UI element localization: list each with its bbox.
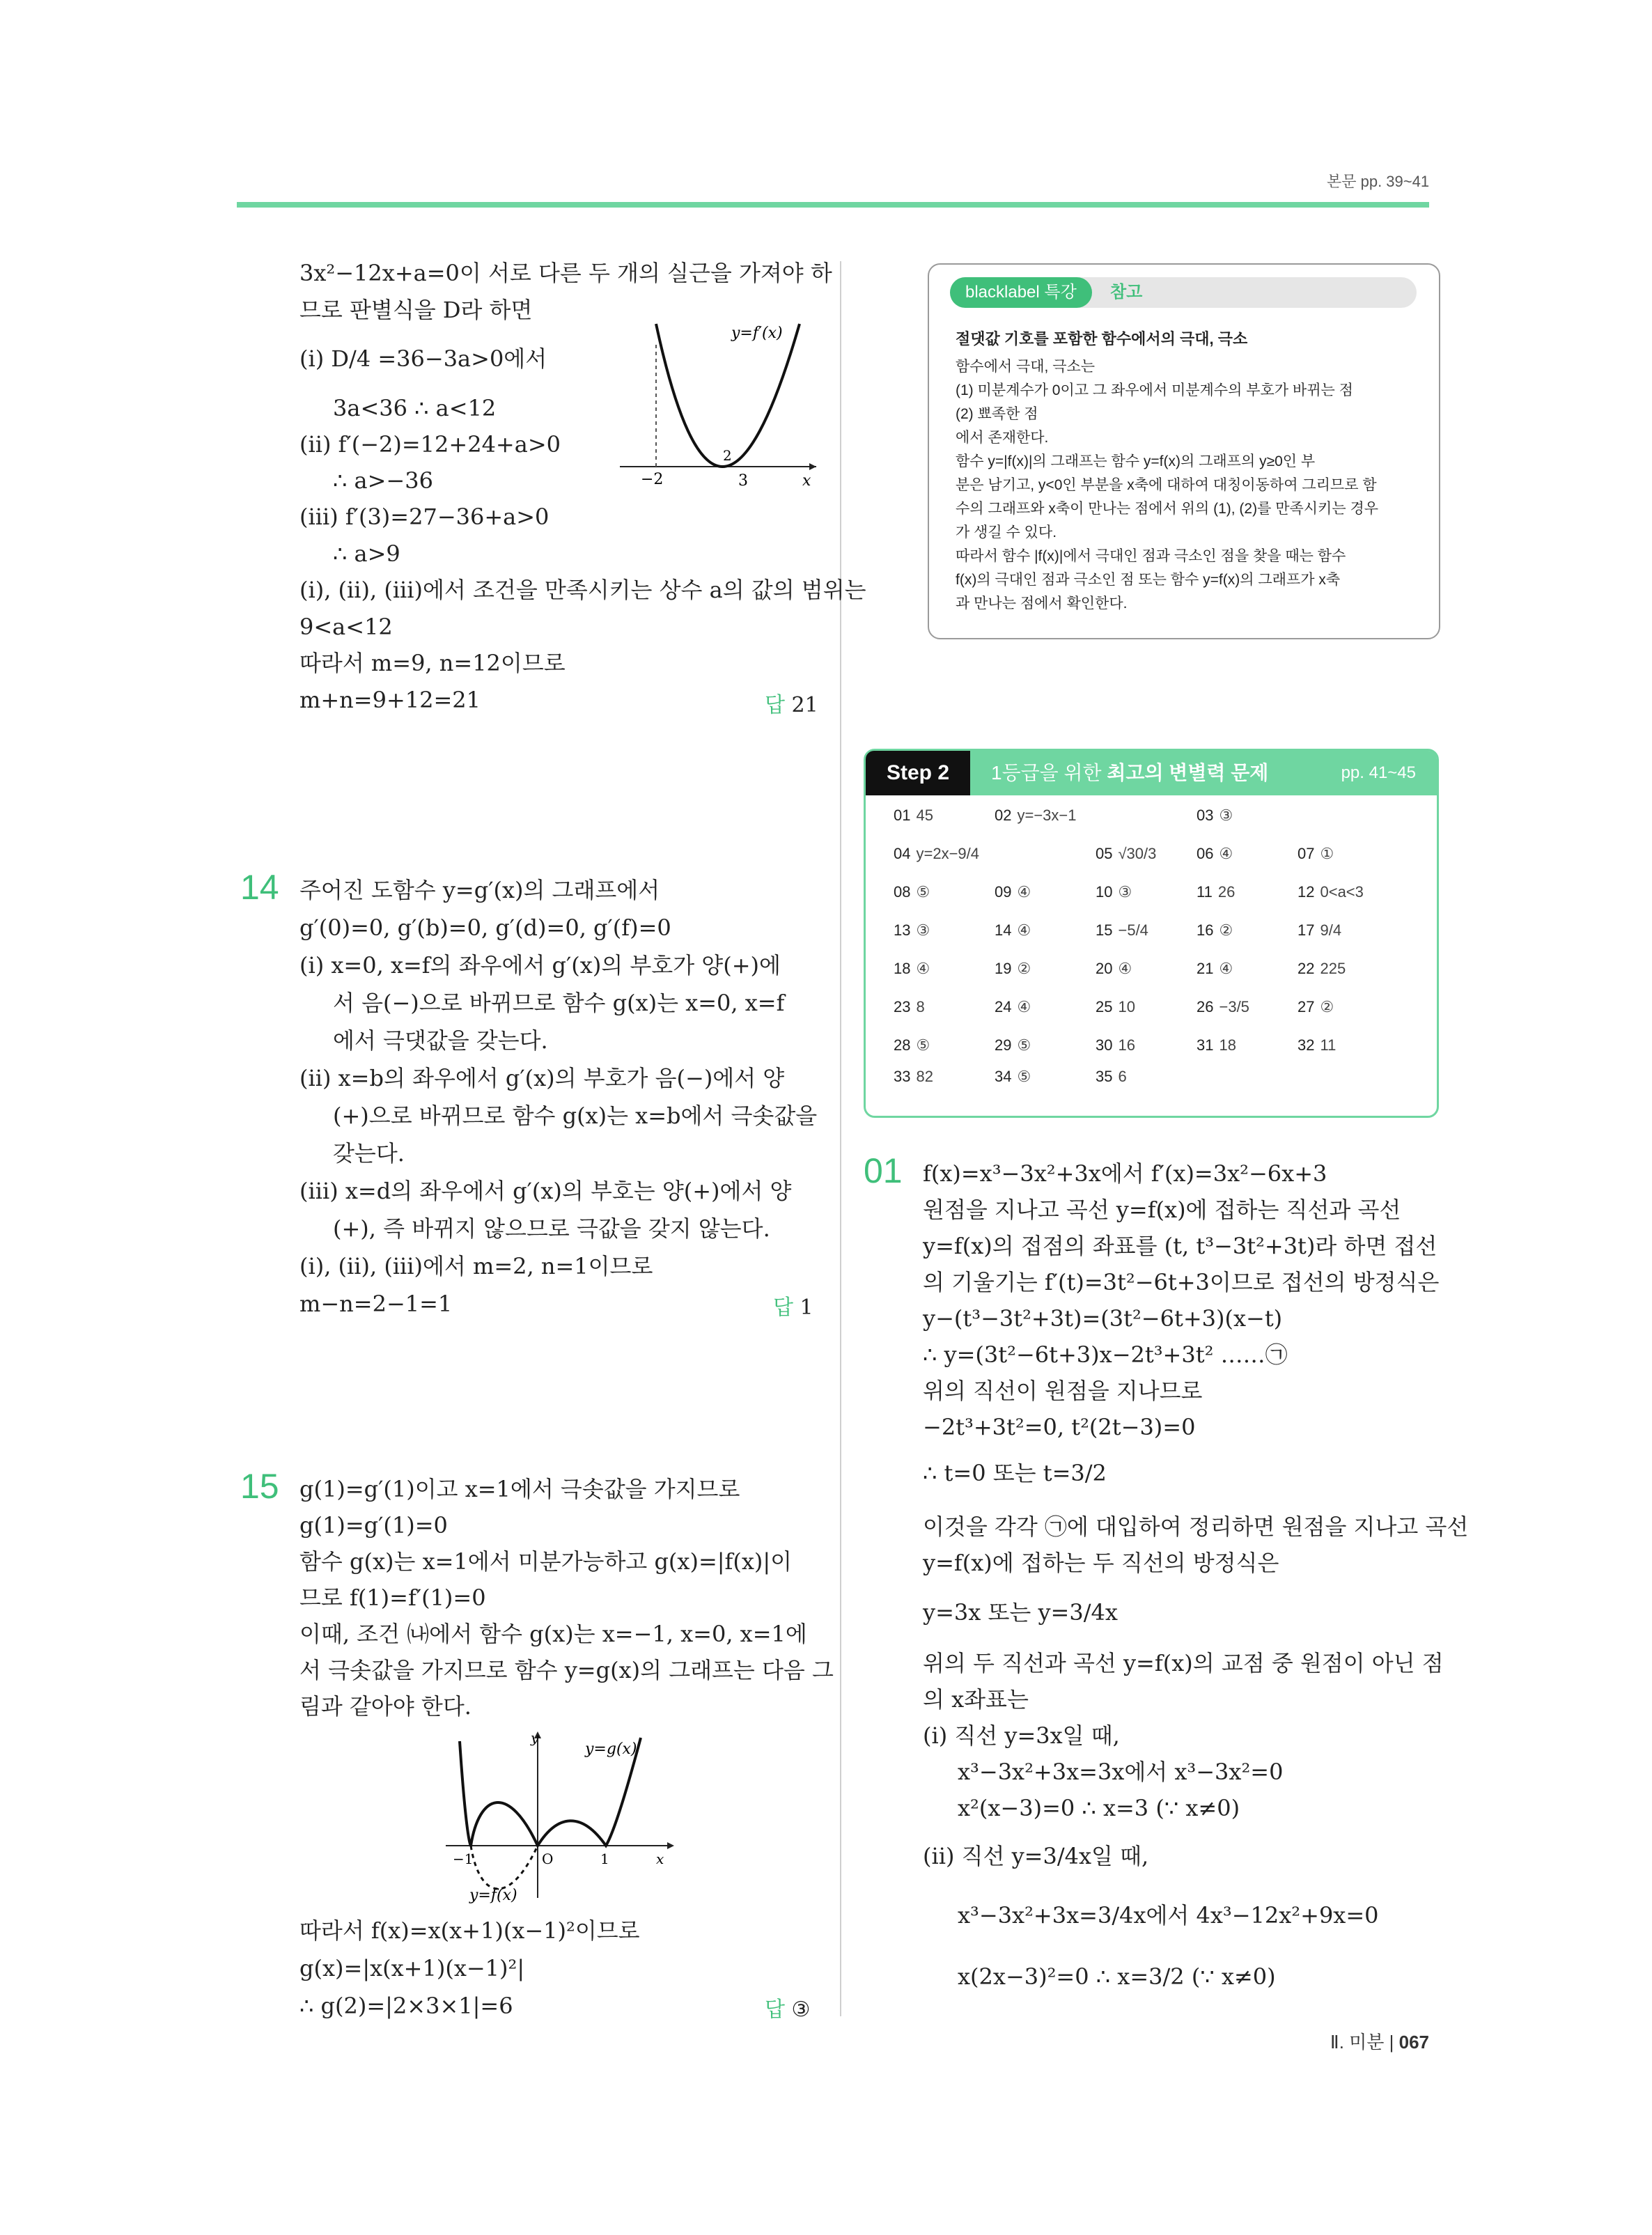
text-line: 함수 g(x)는 x=1에서 미분가능하고 g(x)=|f(x)|이 (299, 1548, 793, 1575)
answer-cell-value: ⑤ (1017, 1036, 1031, 1054)
answer-cell-number: 29 (995, 1036, 1012, 1054)
text-line: x(2x−3)²=0 ∴ x=3/2 (∵ x≠0) (958, 1963, 1276, 1990)
answer-cell (995, 883, 1031, 901)
answer-cell-value: 225 (1320, 960, 1346, 977)
axis-label: y (531, 1729, 539, 1746)
answer-cell-value: ④ (1017, 998, 1031, 1015)
answer-cell (1197, 921, 1233, 940)
reference-body (956, 355, 1415, 616)
text-line: ∴ a>−36 (333, 467, 433, 494)
answer-cell-number: 17 (1298, 921, 1315, 939)
step2-header (866, 751, 1437, 795)
curve-label: y=g(x) (585, 1741, 637, 1758)
header-rule (237, 202, 1429, 208)
answer-cell-value: ④ (1219, 960, 1233, 977)
answer-cell-value: 11 (1320, 1036, 1337, 1054)
text-line: y−(t³−3t²+3t)=(3t²−6t+3)(x−t) (923, 1305, 1283, 1332)
answer-cell-value: 0<a<3 (1320, 883, 1364, 901)
answer-cell (995, 1036, 1031, 1054)
answer-cell (1197, 998, 1249, 1016)
text-line: g′(0)=0, g′(b)=0, g′(d)=0, g′(f)=0 (299, 914, 671, 941)
text-line: m−n=2−1=1 (299, 1291, 453, 1317)
tick-label: −1 (453, 1851, 474, 1867)
answer-cell-number: 14 (995, 921, 1012, 939)
answer-cell (1096, 921, 1148, 940)
answer-cell-number: 03 (1197, 807, 1214, 824)
answer-cell (1096, 1068, 1127, 1086)
answer-cell-number: 30 (1096, 1036, 1113, 1054)
answer-cell-number: 18 (894, 960, 911, 977)
answer-cell-number: 16 (1197, 921, 1214, 939)
answer-cell (1197, 807, 1233, 825)
text-line: (iii) x=d의 좌우에서 g′(x)의 부호는 양(+)에서 양 (299, 1178, 792, 1204)
answer-cell-value: 82 (916, 1068, 933, 1085)
text-line: (iii) f′(3)=27−36+a>0 (299, 504, 550, 530)
text-line: g(x)=|x(x+1)(x−1)²| (299, 1955, 525, 1981)
function-graph (432, 1727, 683, 1908)
curve-label: y=f′(x) (731, 325, 783, 342)
answer-cell (894, 1036, 930, 1054)
answer-cell-value: ② (1320, 998, 1334, 1015)
answer-cell-value: −3/5 (1219, 998, 1249, 1015)
question-number: 15 (240, 1467, 279, 1506)
step2-answer-box (864, 749, 1439, 1118)
answer-cell-value: 26 (1217, 883, 1236, 901)
text-line: 이것을 각각 ㉠에 대입하여 정리하면 원점을 지나고 곡선 (923, 1513, 1469, 1540)
answer-cell (1298, 845, 1334, 863)
text-line: ∴ t=0 또는 t=3/2 (923, 1460, 1107, 1486)
text-line: (i) 직선 y=3x일 때, (923, 1722, 1120, 1749)
question-number: 14 (240, 868, 279, 907)
reference-line: 따라서 함수 |f(x)|에서 극대인 점과 극소인 점을 찾을 때는 함수 (956, 548, 1346, 564)
answer-cell-value: −5/4 (1118, 921, 1148, 939)
answer-cell-value: ⑤ (916, 1036, 930, 1054)
answer-cell-value: 6 (1118, 1068, 1127, 1085)
answer-cell (1096, 998, 1135, 1016)
text-line: x³−3x²+3x=3x에서 x³−3x²=0 (958, 1759, 1284, 1785)
answer-cell-number: 12 (1298, 883, 1315, 901)
answer-cell-value: ② (1219, 921, 1233, 939)
answer-cell-number: 31 (1197, 1036, 1214, 1054)
text-line: (i) x=0, x=f의 좌우에서 g′(x)의 부호가 양(+)에 (299, 952, 781, 979)
answer-label: 답 (765, 1998, 785, 2021)
answer-cell (995, 921, 1031, 940)
answer-cell-value: 16 (1118, 1036, 1135, 1054)
answer-cell (894, 960, 930, 978)
answer-cell-value: 18 (1219, 1036, 1236, 1054)
reference-line: 에서 존재한다. (956, 430, 1049, 446)
answer-cell (995, 960, 1031, 978)
page-reference: 본문 pp. 39~41 (1327, 173, 1430, 190)
text-line: (+), 즉 바뀌지 않으므로 극값을 갖지 않는다. (333, 1215, 770, 1242)
reference-line: 수의 그래프와 x축이 만나는 점에서 위의 (1), (2)를 만족시키는 경우 (956, 501, 1379, 517)
answer-cell-value: 9/4 (1320, 921, 1342, 939)
text-line: 3x²−12x+a=0이 서로 다른 두 개의 실근을 가져야 하 (299, 260, 832, 286)
answer-cell-number: 10 (1096, 883, 1113, 901)
text-line: 의 x좌표는 (923, 1686, 1029, 1713)
tick-label: 3 (738, 472, 748, 490)
answer-label: 답 (765, 694, 785, 717)
text-line: f(x)=x³−3x²+3x에서 f′(x)=3x²−6x+3 (923, 1160, 1327, 1187)
answer-cell-value: ④ (1118, 960, 1132, 977)
reference-header (950, 277, 1417, 308)
answer-cell-number: 06 (1197, 845, 1214, 862)
answer-value: ③ (791, 1998, 811, 2022)
answer-cell (1096, 1036, 1135, 1054)
reference-line: (1) 미분계수가 0이고 그 좌우에서 미분계수의 부호가 바뀌는 점 (956, 382, 1353, 398)
answer-cell-value: ④ (1017, 921, 1031, 939)
answer-cell-number: 23 (894, 998, 911, 1015)
answer-cell (1096, 845, 1156, 863)
answer-cell-value: ⑤ (916, 883, 930, 901)
reference-line: 과 만나는 점에서 확인한다. (956, 595, 1128, 612)
text-line: 따라서 f(x)=x(x+1)(x−1)²이므로 (299, 1917, 640, 1944)
answer-cell (894, 845, 979, 863)
text-line: y=3x 또는 y=3/4x (923, 1599, 1118, 1626)
answer-cell-number: 26 (1197, 998, 1214, 1015)
answer-cell (995, 998, 1031, 1016)
answer-cell (1197, 845, 1233, 863)
origin-label: O (542, 1851, 554, 1867)
text-line: ∴ a>9 (333, 540, 400, 567)
step2-pages: pp. 41~45 (1341, 763, 1416, 782)
answer-cell-number: 11 (1197, 883, 1213, 901)
answer-cell (894, 998, 925, 1016)
tick-label: −2 (641, 471, 664, 488)
point-label: 2 (723, 447, 732, 464)
answer-cell (894, 1068, 933, 1086)
text-line: 므로 판별식을 D라 하면 (299, 297, 533, 323)
answer-cell (1197, 960, 1233, 978)
derivative-graph (613, 317, 822, 491)
answer-cell-number: 13 (894, 921, 911, 939)
question-number: 01 (864, 1151, 903, 1190)
answer-cell-value: ⑤ (1017, 1068, 1031, 1085)
answer-cell (894, 807, 933, 825)
answer-cell (1197, 883, 1235, 901)
answer-cell (1298, 998, 1334, 1016)
text-line: 원점을 지나고 곡선 y=f(x)에 접하는 직선과 곡선 (923, 1197, 1401, 1223)
answer (765, 687, 818, 718)
text-line: 서 음(−)으로 바뀌므로 함수 g(x)는 x=0, x=f (333, 990, 785, 1016)
answer-cell (1298, 883, 1364, 901)
text-line: (+)으로 바뀌므로 함수 g(x)는 x=b에서 극솟값을 (333, 1103, 818, 1129)
text-line: ∴ g(2)=|2×3×1|=6 (299, 1993, 513, 2019)
text-line: 위의 직선이 원점을 지나므로 (923, 1378, 1203, 1404)
answer-cell-number: 22 (1298, 960, 1315, 977)
page-footer (1330, 2028, 1429, 2054)
answer-cell (1096, 960, 1132, 978)
text-line: 서 극솟값을 가지므로 함수 y=g(x)의 그래프는 다음 그 (299, 1657, 834, 1683)
text-line: (ii) f′(−2)=12+24+a>0 (299, 431, 561, 458)
answer-cell (1197, 1036, 1236, 1054)
answer (765, 1992, 810, 2023)
answer-cell (894, 883, 930, 901)
text-line: y=f(x)에 접하는 두 직선의 방정식은 (923, 1550, 1279, 1576)
reference-tag: 참고 (1110, 283, 1143, 302)
answer-cell-number: 20 (1096, 960, 1113, 977)
page-number: 067 (1398, 2032, 1429, 2053)
text-line: (i), (ii), (iii)에서 조건을 만족시키는 상수 a의 값의 범위는 (299, 577, 866, 603)
text-line: g(1)=g′(1)이고 x=1에서 극솟값을 가지므로 (299, 1476, 740, 1502)
answer-cell-value: ④ (916, 960, 930, 977)
answer-cell-number: 04 (894, 845, 911, 862)
column-divider (840, 261, 841, 2016)
reference-title: 절댓값 기호를 포함한 함수에서의 극대, 극소 (956, 330, 1248, 348)
answer-cell (1298, 960, 1346, 978)
answer-cell-value: ① (1320, 845, 1334, 862)
answer-cell-value: ④ (1219, 845, 1233, 862)
answer-cell-number: 24 (995, 998, 1012, 1015)
answer-cell-number: 32 (1298, 1036, 1315, 1054)
answer-cell-value: ③ (1219, 807, 1233, 824)
text-line: x³−3x²+3x=3/4x에서 4x³−12x²+9x=0 (958, 1902, 1379, 1929)
answer-cell-value: ④ (1017, 883, 1031, 901)
text-line: 에서 극댓값을 갖는다. (333, 1027, 548, 1054)
answer-cell-number: 07 (1298, 845, 1315, 862)
parabola-curve (656, 324, 800, 467)
footer-section: Ⅱ. 미분 (1330, 2032, 1385, 2053)
step2-title-bold: 최고의 변별력 문제 (1107, 762, 1269, 784)
answer-cell-number: 27 (1298, 998, 1315, 1015)
text-line: y=f(x)의 접점의 좌표를 (t, t³−3t²+3t)라 하면 접선 (923, 1233, 1437, 1259)
text-line: (ii) x=b의 좌우에서 g′(x)의 부호가 음(−)에서 양 (299, 1065, 785, 1091)
answer-value: 21 (791, 693, 818, 717)
answer-cell-number: 09 (995, 883, 1012, 901)
answer-cell (995, 1068, 1031, 1086)
x-axis-arrow (809, 463, 816, 470)
answer-cell-number: 25 (1096, 998, 1113, 1015)
answer-cell-number: 21 (1197, 960, 1214, 977)
text-line: 갖는다. (333, 1140, 405, 1167)
text-line: 주어진 도함수 y=g′(x)의 그래프에서 (299, 877, 660, 903)
text-line: 따라서 m=9, n=12이므로 (299, 650, 566, 676)
text-line: g(1)=g′(1)=0 (299, 1512, 448, 1539)
answer-cell (1298, 1036, 1336, 1054)
answer-cell (894, 921, 930, 940)
step2-title (991, 751, 1268, 795)
answer-cell-number: 08 (894, 883, 911, 901)
reference-line: f(x)의 극대인 점과 극소인 점 또는 함수 y=f(x)의 그래프가 x축 (956, 572, 1341, 588)
answer-cell-value: 10 (1118, 998, 1135, 1015)
answer-cell-value: ② (1017, 960, 1031, 977)
reference-line: 함수에서 극대, 극소는 (956, 359, 1096, 375)
answer-cell-number: 01 (894, 807, 911, 824)
reference-line: 가 생길 수 있다. (956, 524, 1057, 540)
answer-cell-value: y=−3x−1 (1017, 807, 1077, 824)
answer-cell (995, 807, 1077, 825)
footer-separator: | (1389, 2032, 1399, 2053)
answer-cell-value: y=2x−9/4 (916, 845, 979, 862)
text-line: 림과 같아야 한다. (299, 1693, 472, 1720)
answer (773, 1290, 813, 1321)
answer-cell-number: 28 (894, 1036, 911, 1054)
answer-cell (1096, 883, 1132, 901)
text-line: −2t³+3t²=0, t²(2t−3)=0 (923, 1414, 1196, 1440)
step2-tag: Step 2 (866, 751, 970, 795)
text-line: 9<a<12 (299, 614, 393, 640)
answer-cell (1298, 921, 1341, 940)
answer-cell-value: 45 (916, 807, 933, 824)
answer-cell-number: 33 (894, 1068, 911, 1085)
answer-cell-number: 34 (995, 1068, 1012, 1085)
reference-line: 함수 y=|f(x)|의 그래프는 함수 y=f(x)의 그래프의 y≥0인 부 (956, 453, 1316, 469)
step2-title-pre: 1등급을 위한 (991, 762, 1107, 784)
reference-box (928, 263, 1440, 639)
answer-cell-value: ③ (1118, 883, 1132, 901)
answer-cell-number: 15 (1096, 921, 1113, 939)
answer-label: 답 (773, 1296, 793, 1319)
x-axis-arrow (667, 1842, 674, 1849)
answer-cell-value: 8 (916, 998, 925, 1015)
text-line: 위의 두 직선과 곡선 y=f(x)의 교점 중 원점이 아닌 점 (923, 1650, 1444, 1676)
answer-cell-value: √30/3 (1118, 845, 1157, 862)
text-line: (i), (ii), (iii)에서 m=2, n=1이므로 (299, 1253, 653, 1279)
axis-label: x (802, 472, 811, 490)
axis-label: x (656, 1851, 664, 1867)
answer-cell-value: ③ (916, 921, 930, 939)
text-line: 이때, 조건 ㈏에서 함수 g(x)는 x=−1, x=0, x=1에 (299, 1621, 807, 1647)
text-line: 므로 f(1)=f′(1)=0 (299, 1584, 486, 1611)
curve-label: y=f(x) (469, 1887, 517, 1904)
answer-cell-number: 05 (1096, 845, 1113, 862)
reference-line: 분은 남기고, y<0인 부분을 x축에 대하여 대칭이동하여 그리므로 함 (956, 477, 1377, 493)
f-curve-dashed (471, 1846, 538, 1889)
text-line: (i) D/4 =36−3a>0에서 (299, 345, 547, 372)
reference-line: (2) 뾰족한 점 (956, 406, 1038, 422)
text-line: m+n=9+12=21 (299, 687, 481, 713)
reference-pill: blacklabel 특강 (950, 277, 1092, 308)
answer-value: 1 (800, 1295, 813, 1320)
text-line: 3a<36 ∴ a<12 (333, 395, 497, 421)
answer-cell-number: 02 (995, 807, 1012, 824)
answer-cell-number: 19 (995, 960, 1012, 977)
text-line: 의 기울기는 f′(t)=3t²−6t+3이므로 접선의 방정식은 (923, 1269, 1440, 1295)
text-line: x²(x−3)=0 ∴ x=3 (∵ x≠0) (958, 1795, 1240, 1821)
tick-label: 1 (600, 1851, 609, 1867)
text-line: (ii) 직선 y=3/4x일 때, (923, 1843, 1149, 1869)
text-line: ∴ y=(3t²−6t+3)x−2t³+3t² ……㉠ (923, 1341, 1288, 1368)
answer-cell-number: 35 (1096, 1068, 1113, 1085)
